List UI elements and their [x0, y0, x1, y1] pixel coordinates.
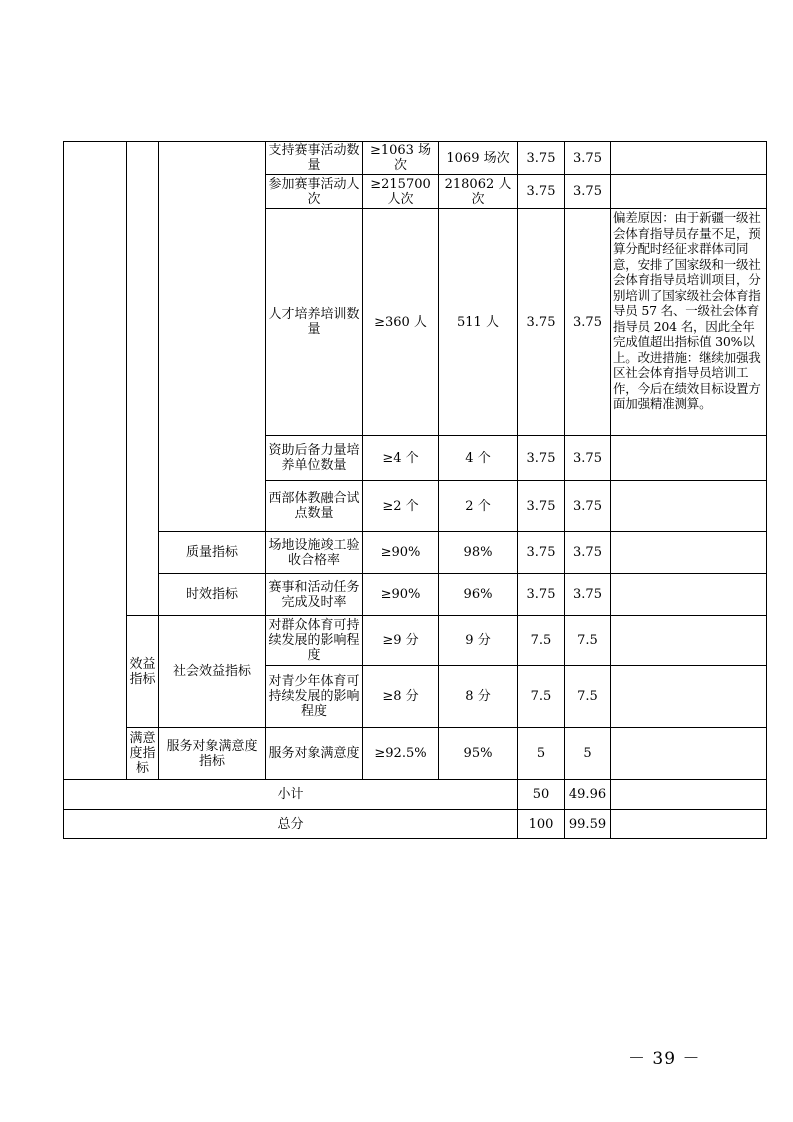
- actual-cell: 98%: [439, 532, 518, 574]
- target-cell: ≥1063 场次: [363, 142, 439, 175]
- actual-cell: 218062 人次: [439, 175, 518, 209]
- target-cell: ≥215700 人次: [363, 175, 439, 209]
- target-cell: ≥2 个: [363, 481, 439, 532]
- note-cell: [611, 728, 767, 780]
- sub-indicator-cell: [159, 142, 266, 532]
- weight-cell: 3.75: [518, 209, 565, 436]
- score-cell: 3.75: [565, 142, 611, 175]
- subtotal-score: 49.96: [565, 780, 611, 810]
- table-row: [64, 142, 767, 175]
- actual-cell: 95%: [439, 728, 518, 780]
- note-cell: [611, 436, 767, 481]
- actual-cell: 4 个: [439, 436, 518, 481]
- sub-indicator-cell: 社会效益指标: [159, 616, 266, 728]
- weight-cell: 7.5: [518, 666, 565, 728]
- total-row: [64, 810, 767, 839]
- actual-cell: 1069 场次: [439, 142, 518, 175]
- performance-table: [63, 141, 767, 839]
- indicator-cell: 对青少年体育可持续发展的影响程度: [266, 666, 363, 728]
- table-row: [64, 574, 767, 616]
- indicator-cell: 人才培养培训数量: [266, 209, 363, 436]
- level1-cell: 效益指标: [127, 616, 159, 728]
- target-cell: ≥4 个: [363, 436, 439, 481]
- score-cell: 3.75: [565, 481, 611, 532]
- weight-cell: 3.75: [518, 175, 565, 209]
- actual-cell: 2 个: [439, 481, 518, 532]
- indicator-cell: 对群众体育可持续发展的影响程度: [266, 616, 363, 666]
- weight-cell: 3.75: [518, 532, 565, 574]
- subtotal-label: 小计: [64, 780, 518, 810]
- weight-cell: 5: [518, 728, 565, 780]
- score-cell: 3.75: [565, 574, 611, 616]
- actual-cell: 96%: [439, 574, 518, 616]
- target-cell: ≥90%: [363, 574, 439, 616]
- note-cell: [611, 810, 767, 839]
- score-cell: 7.5: [565, 616, 611, 666]
- score-cell: 3.75: [565, 209, 611, 436]
- sub-indicator-cell: 质量指标: [159, 532, 266, 574]
- indicator-cell: 赛事和活动任务完成及时率: [266, 574, 363, 616]
- actual-cell: 9 分: [439, 616, 518, 666]
- score-cell: 7.5: [565, 666, 611, 728]
- note-cell: [611, 574, 767, 616]
- indicator-cell: 资助后备力量培养单位数量: [266, 436, 363, 481]
- indicator-cell: 场地设施竣工验收合格率: [266, 532, 363, 574]
- note-cell: [611, 175, 767, 209]
- score-cell: 3.75: [565, 532, 611, 574]
- target-cell: ≥9 分: [363, 616, 439, 666]
- indicator-cell: 西部体教融合试点数量: [266, 481, 363, 532]
- note-cell: [611, 481, 767, 532]
- subtotal-weight: 50: [518, 780, 565, 810]
- actual-cell: 511 人: [439, 209, 518, 436]
- level1-cell: [127, 142, 159, 616]
- table-row: [64, 616, 767, 666]
- total-label: 总分: [64, 810, 518, 839]
- score-cell: 5: [565, 728, 611, 780]
- note-cell: [611, 666, 767, 728]
- score-cell: 3.75: [565, 436, 611, 481]
- target-cell: ≥8 分: [363, 666, 439, 728]
- table-row: [64, 728, 767, 780]
- sub-indicator-cell: 时效指标: [159, 574, 266, 616]
- program-cell: [64, 142, 127, 780]
- indicator-cell: 服务对象满意度: [266, 728, 363, 780]
- page-number: － 39 －: [628, 1049, 701, 1069]
- score-cell: 3.75: [565, 175, 611, 209]
- actual-cell: 8 分: [439, 666, 518, 728]
- note-cell: [611, 780, 767, 810]
- note-cell: [611, 532, 767, 574]
- weight-cell: 3.75: [518, 142, 565, 175]
- target-cell: ≥90%: [363, 532, 439, 574]
- deviation-note: 偏差原因：由于新疆一级社会体育指导员存量不足，预算分配时经征求群体司同意，安排了国家级和一级社会体育指导员培训项目，分别培训了国家级社会体育指导员 57 名、一级社会体育指导员 204 名，因此全年完成值超出指标值 30%以上。改进措施：继续加强我区社会体育指导员培训工作，今后在绩效目标设置方面加强精准测算。: [611, 209, 767, 436]
- sub-indicator-cell: 服务对象满意度指标: [159, 728, 266, 780]
- subtotal-row: [64, 780, 767, 810]
- weight-cell: 3.75: [518, 481, 565, 532]
- weight-cell: 3.75: [518, 436, 565, 481]
- note-cell: [611, 616, 767, 666]
- weight-cell: 7.5: [518, 616, 565, 666]
- level1-cell: 满意度指标: [127, 728, 159, 780]
- total-score: 99.59: [565, 810, 611, 839]
- indicator-cell: 支持赛事活动数量: [266, 142, 363, 175]
- table-row: [64, 532, 767, 574]
- target-cell: ≥92.5%: [363, 728, 439, 780]
- weight-cell: 3.75: [518, 574, 565, 616]
- target-cell: ≥360 人: [363, 209, 439, 436]
- note-cell: [611, 142, 767, 175]
- indicator-cell: 参加赛事活动人次: [266, 175, 363, 209]
- total-weight: 100: [518, 810, 565, 839]
